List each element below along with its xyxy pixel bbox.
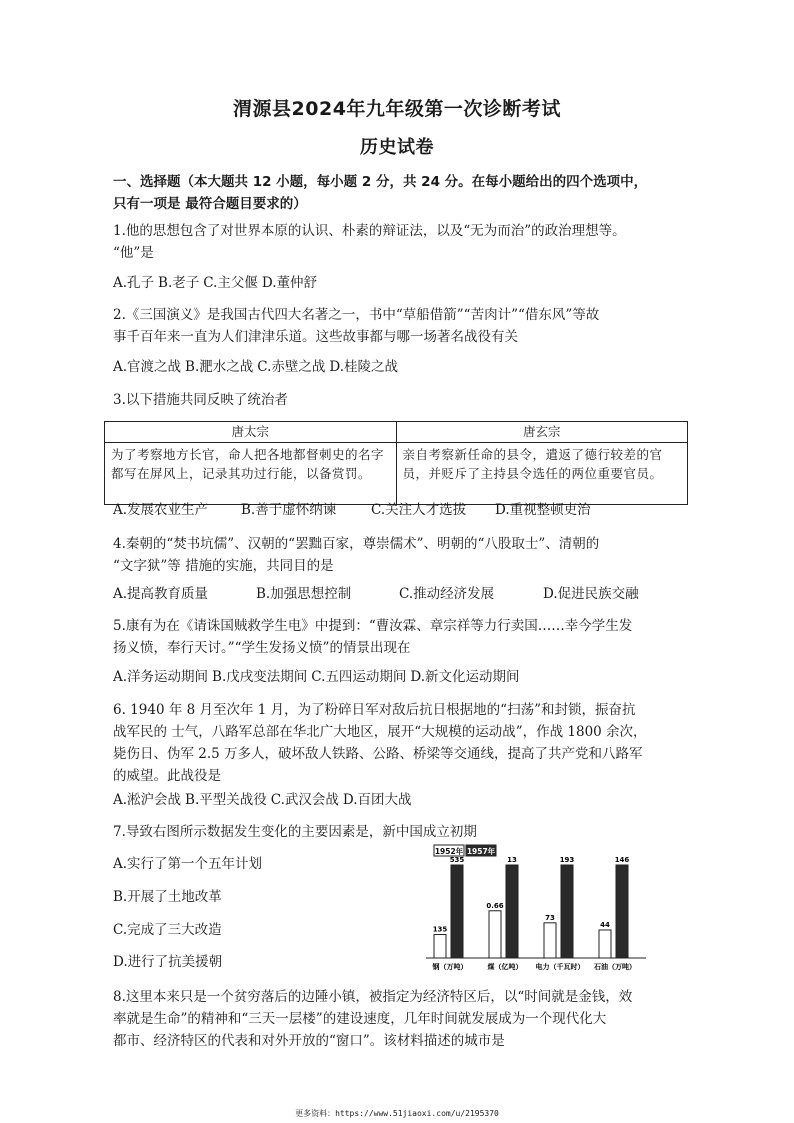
chart-legend (434, 845, 496, 856)
exam-subtitle: 历史试卷 (360, 137, 434, 158)
option-d: D.促进民族交融 (543, 586, 639, 602)
chart-bars (433, 856, 630, 958)
legend-label: 1952年 (434, 847, 464, 856)
question-8-line2: 率就是生命”的精神和“三天一层楼”的建设速度，几年时间就发展成为一个现代化大 (113, 1011, 607, 1027)
bar-1957-1 (506, 865, 518, 958)
table-cell-taizong: 为了考察地方长官，命人把各地都督刺史的名字都写在屏风上，记录其功过行能，以备赏罚。 (105, 443, 397, 505)
option-a: A.淞沪会战 (113, 792, 182, 808)
question-5-line2: 扬义愤，奉行天讨。”“学生发扬义愤”的情景出现在 (113, 640, 411, 656)
footer-source-link[interactable]: 更多资料：https://www.51jiaoxi.com/u/2195370 (295, 1109, 499, 1118)
question-1 (113, 220, 688, 264)
option-b: B.善于虚怀纳谏 (241, 502, 337, 518)
bar-value-label: 0.66 (486, 901, 504, 910)
option-b: B.戊戌变法期间 (212, 669, 308, 685)
option-b: B.平型关战役 (185, 792, 267, 808)
bar-value-label: 13 (507, 856, 517, 864)
question-1-options (113, 272, 688, 294)
option-b: B.加强思想控制 (256, 586, 352, 602)
table-header-xuanzong: 唐玄宗 (396, 422, 688, 443)
question-3-line1: 3.以下措施共同反映了统治者 (113, 392, 288, 408)
question-7-option-c: C.完成了三大改造 (113, 922, 222, 938)
option-d: D.新文化运动期间 (410, 669, 520, 685)
section-heading (113, 171, 673, 215)
question-1-line2: “他”是 (113, 245, 154, 261)
question-2 (113, 304, 688, 348)
bar-value-label: 44 (600, 920, 610, 929)
option-b: B.淝水之战 (185, 359, 254, 375)
option-a: A.官渡之战 (113, 359, 182, 375)
question-4-line1: 4.秦朝的“焚书坑儒”、汉朝的“罢黜百家，尊崇儒术”、明朝的“八股取士”、清朝的 (113, 536, 600, 552)
question-4-options (113, 583, 688, 605)
option-c: C.武汉会战 (270, 792, 339, 808)
question-6-line3: 毙伤日、伪军 2.5 万多人，破坏敌人铁路、公路、桥梁等交通线，提高了共产党和八路军 (113, 746, 643, 762)
bar-1952-2 (544, 923, 556, 958)
question-6-line2: 战军民的 士气，八路军总部在华北广大地区，展开“大规模的运动战”，作战 1800 余次， (113, 724, 647, 740)
table-header-row (105, 422, 688, 443)
x-tick-label: 煤（亿吨） (487, 963, 523, 971)
question-5-options (113, 666, 688, 688)
option-a: A.洋务运动期间 (113, 669, 209, 685)
exam-title: 渭源县2024年九年级第一次诊断考试 (233, 98, 561, 120)
question-6-options (113, 789, 688, 811)
option-a: A.提高教育质量 (113, 586, 209, 602)
x-tick-label: 钢（万吨） (432, 963, 468, 971)
bar-1952-0 (434, 935, 446, 958)
bar-1957-3 (616, 865, 628, 958)
section-heading-line1: 一、选择题（本大题共 12 小题，每小题 2 分，共 24 分。在每小题给出的四个选项中， (113, 174, 648, 190)
table-header-taizong: 唐太宗 (105, 422, 397, 443)
bar-1957-0 (451, 865, 463, 958)
question-7-option-a: A.实行了第一个五年计划 (113, 856, 263, 872)
question-4-line2: “文字狱”等 措施的实施，共同目的是 (113, 558, 334, 574)
question-5-line1: 5.康有为在《请诛国贼救学生电》中提到：“曹汝霖、章宗祥等力行卖国……幸今学生发 (113, 618, 633, 634)
option-d: D.百团大战 (342, 792, 412, 808)
option-a: A.发展农业生产 (113, 502, 209, 518)
option-a: A.孔子 (113, 275, 155, 291)
question-3-options (113, 499, 688, 521)
x-tick-label: 电力（千瓦时） (535, 963, 585, 971)
option-c: C.五四运动期间 (311, 669, 407, 685)
bar-value-label: 535 (449, 856, 465, 864)
table-cell-xuanzong: 亲自考察新任命的县令，遣返了德行较差的官员，并贬斥了主持县令选任的两位重要官员。 (396, 443, 688, 505)
question-2-line1: 2.《三国演义》是我国古代四大名著之一，书中“草船借箭”“苦肉计”“借东风”等故 (113, 307, 600, 323)
question-2-line2: 事千百年来一直为人们津津乐道。这些故事都与哪一场著名战役有关 (113, 329, 518, 345)
bar-value-label: 193 (559, 856, 575, 864)
question-6 (113, 699, 688, 787)
bar-1952-3 (599, 930, 611, 958)
option-c: C.赤壁之战 (257, 359, 326, 375)
option-b: B.老子 (158, 275, 200, 291)
option-c: C.推动经济发展 (399, 586, 495, 602)
legend-label: 1957年 (466, 847, 496, 856)
question-8-line1: 8.这里本来只是一个贫穷落后的边陲小镇，被指定为经济特区后，以“时间就是金钱，效 (113, 989, 633, 1005)
table-row (105, 443, 688, 505)
question-7-option-d: D.进行了抗美援朝 (113, 954, 223, 970)
bar-value-label: 135 (432, 925, 448, 934)
chart-x-labels (432, 962, 637, 971)
question-6-line4: 的威望。此战役是 (113, 768, 221, 784)
question-7 (113, 821, 688, 843)
option-d: D.桂陵之战 (329, 359, 399, 375)
question-8-line3: 都市、经济特区的代表和对外开放的“窗口”。该材料描述的城市是 (113, 1033, 505, 1049)
question-6-line1: 6. 1940 年 8 月至次年 1 月，为了粉碎日军对敌后抗日根据地的“扫荡”和封锁，振奋抗 (113, 702, 636, 718)
x-tick-label: 石油（万吨） (594, 963, 636, 971)
question-8 (113, 986, 688, 1052)
question-2-options (113, 356, 688, 378)
question-1-line1: 1.他的思想包含了对世界本原的认识、朴素的辩证法，以及“无为而治”的政治理想等。 (113, 223, 626, 239)
question-7-line1: 7.导致右图所示数据发生变化的主要因素是，新中国成立初期 (113, 824, 477, 840)
bar-value-label: 73 (545, 913, 555, 922)
option-d: D.重视整顿吏治 (495, 502, 591, 518)
bar-1957-2 (561, 865, 573, 958)
question-3-table (104, 421, 688, 505)
question-3 (113, 389, 688, 411)
question-7-option-b: B.开展了土地改革 (113, 889, 222, 905)
bar-value-label: 146 (614, 856, 630, 864)
section-heading-line2: 只有一项是 最符合题目要求的） (113, 196, 307, 212)
question-5 (113, 615, 688, 659)
option-c: C.关注人才选拔 (371, 502, 467, 518)
production-bar-chart (420, 843, 650, 973)
option-d: D.董仲舒 (261, 275, 318, 291)
bar-1952-1 (489, 911, 501, 958)
question-4 (113, 533, 688, 577)
option-c: C.主父偃 (203, 275, 258, 291)
